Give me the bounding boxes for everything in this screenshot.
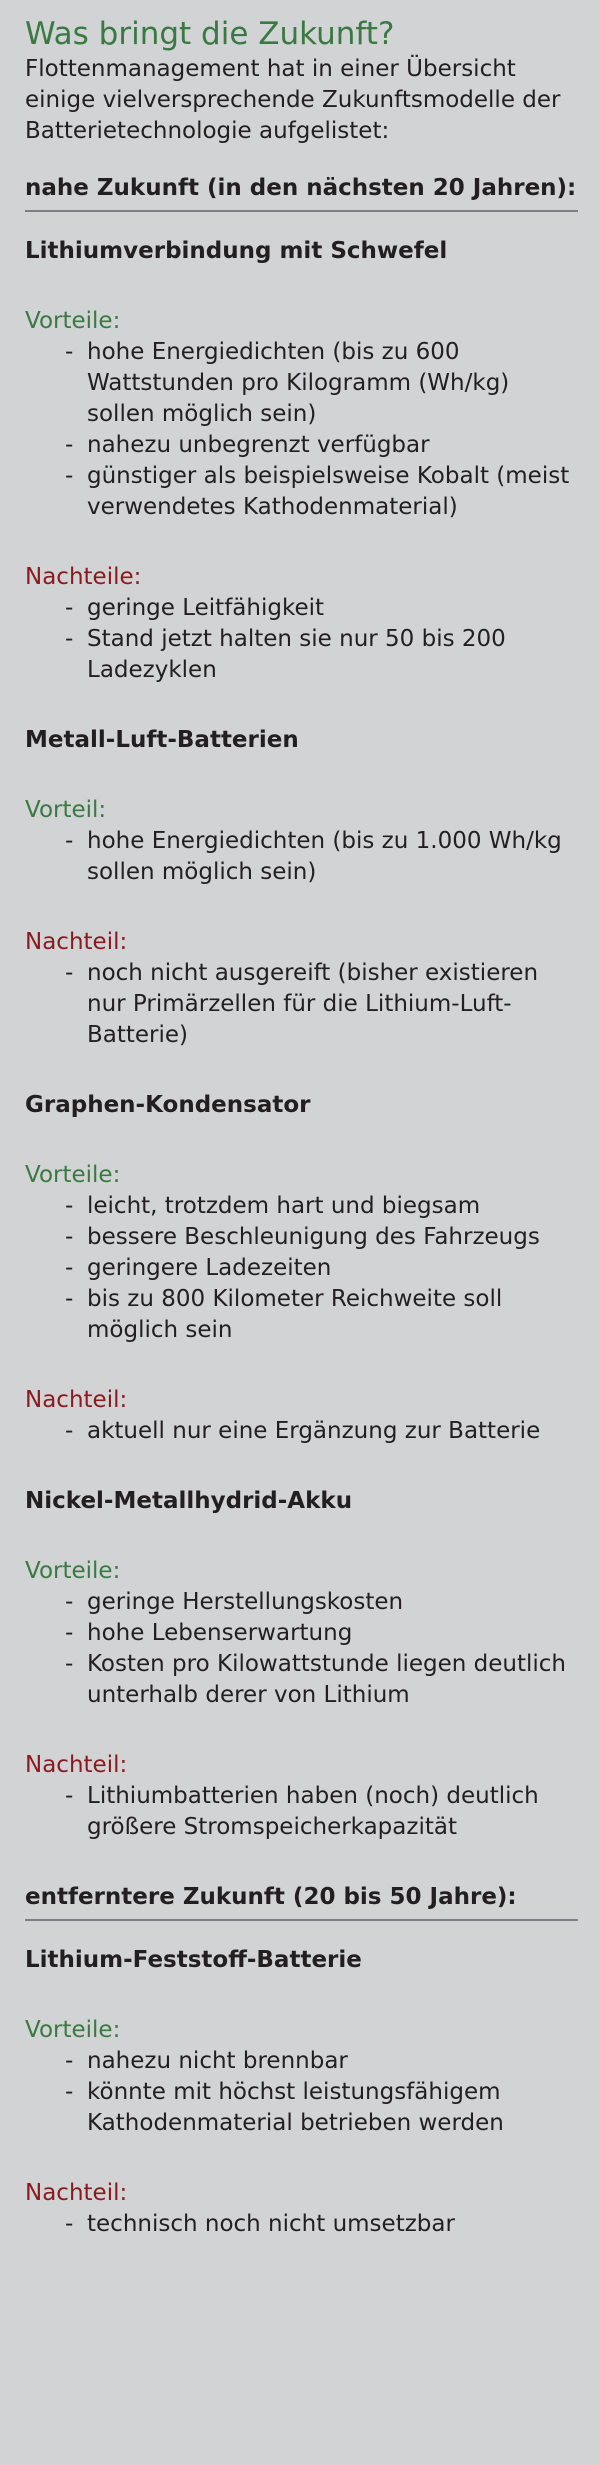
model-name: Nickel-Metallhydrid-Akku <box>25 1488 353 1514</box>
cons-heading: Nachteil: <box>25 2180 128 2206</box>
cons-list <box>25 1416 578 1447</box>
list-item: - leicht, trotzdem hart und biegsam <box>25 1191 578 1222</box>
cons-heading: Nachteil: <box>25 1387 128 1413</box>
model-graphen-kondensator <box>25 1090 578 1447</box>
section-distant-future <box>25 1882 578 2240</box>
list-item: - könnte mit höchst leistungsfähigem Kathodenmaterial betrieben werden <box>25 2077 578 2139</box>
pros-heading: Vorteil: <box>25 797 107 823</box>
list-item: - aktuell nur eine Ergänzung zur Batterie <box>25 1416 578 1447</box>
list-item: - Lithiumbatterien haben (noch) deutlich größere Stromspeicherkapazität <box>25 1781 578 1843</box>
list-item: - geringe Leitfähigkeit <box>25 593 578 624</box>
pros-list <box>25 2046 578 2139</box>
list-item: - technisch noch nicht umsetzbar <box>25 2209 578 2240</box>
section-heading: nahe Zukunft (in den nächsten 20 Jahren): <box>25 173 578 212</box>
list-item: - bessere Beschleunigung des Fahrzeugs <box>25 1222 578 1253</box>
list-item: - hohe Energiedichten (bis zu 600 Wattstunden pro Kilogramm (Wh/kg) sollen möglich sein) <box>25 337 578 430</box>
model-name: Lithium-Feststoff-Batterie <box>25 1947 362 1973</box>
list-item: - Kosten pro Kilowattstunde liegen deutlich unterhalb derer von Lithium <box>25 1649 578 1711</box>
list-item: - noch nicht ausgereift (bisher existieren nur Primärzellen für die Lithium-Luft-Batterie) <box>25 958 578 1051</box>
list-item: - geringere Ladezeiten <box>25 1253 578 1284</box>
list-item: - hohe Energiedichten (bis zu 1.000 Wh/kg sollen möglich sein) <box>25 826 578 888</box>
pros-heading: Vorteile: <box>25 1558 121 1584</box>
pros-list <box>25 1191 578 1346</box>
page-title: Was bringt die Zukunft? <box>25 16 395 52</box>
list-item: - bis zu 800 Kilometer Reichweite soll möglich sein <box>25 1284 578 1346</box>
cons-list <box>25 1781 578 1843</box>
intro-text: Flottenmanagement hat in einer Übersicht einige vielversprechende Zukunftsmodelle der Batterietechnologie aufgelistet: <box>25 56 561 144</box>
pros-list <box>25 337 578 523</box>
section-near-future <box>25 173 578 1843</box>
model-name: Metall-Luft-Batterien <box>25 727 299 753</box>
model-nickel-metallhydrid <box>25 1486 578 1843</box>
pros-list <box>25 1587 578 1711</box>
pros-heading: Vorteile: <box>25 1162 121 1188</box>
list-item: - nahezu nicht brennbar <box>25 2046 578 2077</box>
model-name: Lithiumverbindung mit Schwefel <box>25 238 448 264</box>
pros-heading: Vorteile: <box>25 308 121 334</box>
list-item: - hohe Lebenserwartung <box>25 1618 578 1649</box>
cons-list <box>25 958 578 1051</box>
cons-heading: Nachteil: <box>25 1752 128 1778</box>
model-lithium-feststoff <box>25 1945 578 2240</box>
model-lithium-schwefel <box>25 236 578 686</box>
cons-list <box>25 593 578 686</box>
section-heading: entferntere Zukunft (20 bis 50 Jahre): <box>25 1882 578 1921</box>
list-item: - geringe Herstellungskosten <box>25 1587 578 1618</box>
model-metall-luft <box>25 725 578 1051</box>
list-item: - nahezu unbegrenzt verfügbar <box>25 430 578 461</box>
cons-heading: Nachteil: <box>25 929 128 955</box>
cons-heading: Nachteile: <box>25 564 142 590</box>
cons-list <box>25 2209 578 2240</box>
pros-heading: Vorteile: <box>25 2017 121 2043</box>
list-item: - günstiger als beispielsweise Kobalt (meist verwendetes Kathodenmaterial) <box>25 461 578 523</box>
model-name: Graphen-Kondensator <box>25 1092 311 1118</box>
pros-list <box>25 826 578 888</box>
list-item: - Stand jetzt halten sie nur 50 bis 200 Ladezyklen <box>25 624 578 686</box>
